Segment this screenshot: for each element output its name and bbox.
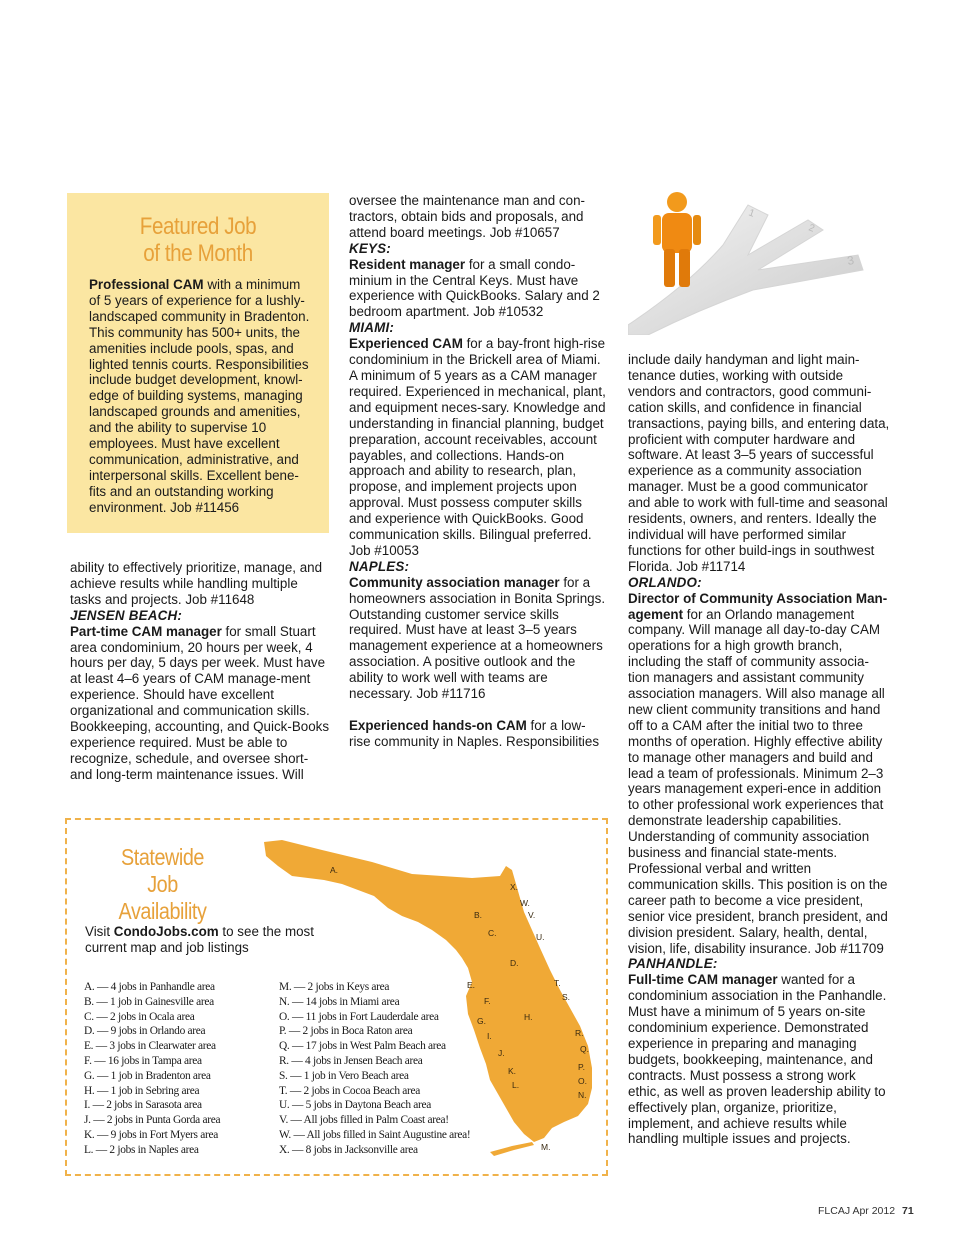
heading-keys: KEYS: (349, 240, 391, 256)
listing-keys (349, 257, 607, 321)
map-label-g: G. (477, 1016, 486, 1026)
statewide-title-line1: Statewide Job (120, 844, 204, 897)
map-label-a: A. (330, 865, 339, 875)
naples-lead: Community association manager (349, 574, 560, 590)
legend-item: S. — 1 job in Vero Beach area (279, 1069, 409, 1082)
legend-item: V. — All jobs filled in Palm Coast area! (279, 1114, 449, 1127)
legend-item: G. — 1 job in Bradenton area (84, 1069, 211, 1082)
legend-item: Q. — 17 jobs in West Palm Beach area (279, 1040, 446, 1053)
listing-jensen-beach (70, 624, 332, 783)
featured-lead: Professional CAM (89, 277, 204, 292)
col1-continuation: ability to effectively prioritize, manage, and achieve results while handling multiple tasks and projects. Job #11648 (70, 560, 323, 607)
map-label-c: C. (488, 928, 497, 938)
condojobs-link: CondoJobs.com (113, 924, 219, 939)
column-1 (70, 560, 332, 783)
map-label-d: D. (510, 958, 519, 968)
naples-text: for a homeowners association in Bonita Springs. Outstanding customer service skills required. Must have at least 3–5 years management experience at a homeowners association. A positive outlook and the ability to work well with teams are necessary. Job #11716 (349, 574, 606, 702)
heading-panhandle: PANHANDLE: (628, 956, 718, 972)
heading-miami: MIAMI: (349, 320, 395, 336)
legend-item: I. — 2 jobs in Sarasota area (84, 1099, 202, 1112)
visit-pre: Visit (85, 924, 114, 939)
page-footer (818, 1205, 914, 1217)
florida-shape (264, 840, 592, 1142)
issue-date: Apr 2012 (852, 1205, 896, 1217)
legend-item: K. — 9 jobs in Fort Myers area (84, 1128, 218, 1141)
map-label-o: O. (578, 1076, 587, 1086)
map-label-n: N. (578, 1090, 587, 1100)
jensen-lead: Part-time CAM manager (70, 623, 222, 639)
map-label-j: J. (498, 1048, 505, 1058)
legend-item: M. — 2 jobs in Keys area (279, 981, 390, 993)
legend-item: H. — 1 job in Sebring area (84, 1084, 200, 1097)
map-label-v: V. (528, 910, 536, 920)
statewide-title (109, 844, 217, 925)
legend-item: C. — 2 jobs in Ocala area (84, 1010, 195, 1023)
map-label-u: U. (536, 932, 545, 942)
legend-item: T. — 2 jobs in Cocoa Beach area (279, 1084, 421, 1097)
featured-title (85, 213, 310, 267)
visit-post: to see the most current map and job listings (85, 924, 314, 955)
legend-item: A. — 4 jobs in Panhandle area (84, 981, 215, 993)
legend-item: B. — 1 job in Gainesville area (84, 995, 214, 1008)
col3-continuation: include daily handyman and light main-tenance duties, working with outside vendors and contractors, good communi-cation skills, and confidence in financial transactions, paying bills, and entering data, proficient with computer hardware and software. At least 3–5 years of successful experience as a community association manager. Must be a good communicator and able to work with full-time and seasonal residents, owners, and renters. Ideally the individual will have performed similar functions for other build-ings in southwest Florida. Job #11714 (628, 352, 890, 574)
heading-jensen-beach: JENSEN BEACH: (70, 607, 182, 623)
keys-text: for a small condo-minium in the Central Keys. Must have experience with QuickBooks. Salary and 2 bedroom apartment. Job #10532 (349, 256, 600, 320)
featured-title-line1: Featured Job (139, 213, 257, 240)
legend-item: L. — 2 jobs in Naples area (84, 1143, 199, 1156)
featured-body (89, 277, 314, 516)
panhandle-lead: Full-time CAM manager (628, 972, 778, 988)
legend-item: N. — 14 jobs in Miami area (279, 995, 400, 1008)
map-label-m: M. (541, 1142, 551, 1152)
map-label-p: P. (578, 1062, 585, 1072)
heading-naples: NAPLES: (349, 558, 410, 574)
heading-orlando: ORLANDO: (628, 574, 702, 590)
listing-naples (349, 575, 607, 702)
map-label-b: B. (474, 910, 483, 920)
magazine-name: FLCAJ (818, 1205, 851, 1217)
panhandle-text: wanted for a condominium association in the Panhandle. Must have a minimum of 5 years on-site condominium experience. Demonstrated experience in preparing and managing budgets, bookkeeping, maintenance, and contracts. Must possess a strong work ethic, as well as proven leadership ability to effectively plan, organize, prioritize, implement, and achieve results while handling multiple issues and projects. (628, 972, 887, 1147)
jensen-text: for small Stuart area condominium, 20 hours per week, 4 hours per day, 5 days per week. Must have at least 4–6 years of CAM manage-ment experience. Should have excellent organizational and communication skills. Bookkeeping, accounting, and Quick-Books experience required. Must be able to recognize, schedule, and oversee short- and long-term maintenance issues. Will (70, 623, 330, 782)
map-label-l: L. (512, 1080, 520, 1090)
listing-panhandle (628, 972, 890, 1147)
arrow-number-2: 2 (806, 222, 816, 235)
legend-item: W. — All jobs filled in Saint Augustine area! (279, 1128, 471, 1141)
column-2 (349, 193, 607, 750)
map-label-f: F. (484, 996, 491, 1006)
keys-lead: Resident manager (349, 256, 466, 272)
naples2-text: for a low-rise community in Naples. Responsibilities (349, 718, 600, 749)
legend-item: D. — 9 jobs in Orlando area (84, 1025, 206, 1038)
featured-text: with a minimum of 5 years of experience for a lushly-landscaped community in Bradenton. This community has 500+ units, the amenities include pools, spas, and lighted tennis courts. Responsibilities include budget development, knowl-edge of building systems, managing landscaped grounds and amenities, and the ability to supervise 10 employees. Must have excellent communication, administrative, and interpersonal skills. Excellent bene-fits and an outstanding working environment. Job #11456 (89, 277, 310, 515)
featured-title-line2: of the Month (143, 240, 253, 267)
map-label-i: I. (487, 1031, 492, 1041)
column-3 (628, 352, 890, 1147)
map-label-r: R. (575, 1028, 584, 1038)
statewide-title-line2: Availability (118, 898, 207, 924)
miami-lead: Experienced CAM (349, 336, 463, 352)
orange-person-figure (653, 192, 701, 287)
map-label-h: H. (524, 1012, 533, 1022)
map-label-k: K. (508, 1066, 517, 1076)
col2-continuation: oversee the maintenance man and con-tractors, obtain bids and proposals, and attend board meetings. Job #10657 (349, 193, 585, 240)
miami-text: for a bay-front high-rise condominium in the Brickell area of Miami. A minimum of 5 years as a CAM manager required. Experienced in mechanical, plant, and equipment neces-sary. Knowledge and understanding in financial planning, budget preparation, account receivables, account payables, and collections. Hands-on approach and ability to research, plan, propose, and implement projects upon approval. Must possess computer skills and experience with QuickBooks. Good communication skills. Bilingual preferred. Job #10053 (349, 336, 606, 558)
naples2-lead: Experienced hands-on CAM (349, 718, 527, 733)
arrow-number-3: 3 (846, 253, 856, 268)
legend-item: J. — 2 jobs in Punta Gorda area (84, 1114, 221, 1127)
map-label-w: W. (520, 898, 530, 908)
person-at-crossroads-arrows-icon (628, 185, 890, 335)
orlando-lead: Director of Community Association Man-agement (628, 590, 888, 622)
legend-item: R. — 4 jobs in Jensen Beach area (279, 1054, 423, 1067)
page-number: 71 (901, 1205, 914, 1217)
legend-item: E. — 3 jobs in Clearwater area (84, 1040, 216, 1053)
legend-item: O. — 11 jobs in Fort Lauderdale area (279, 1010, 439, 1023)
legend-left (84, 980, 220, 1158)
florida-map (262, 836, 608, 1161)
florida-keys-shape (490, 1142, 534, 1156)
listing-orlando (628, 591, 890, 957)
legend-item: P. — 2 jobs in Boca Raton area (279, 1025, 413, 1038)
legend-item: F. — 16 jobs in Tampa area (84, 1054, 202, 1067)
legend-item: X. — 8 jobs in Jacksonville area (279, 1143, 418, 1156)
listing-naples-2 (349, 718, 607, 750)
map-label-x: X. (510, 882, 519, 892)
map-label-t: T. (554, 978, 561, 988)
legend-item: U. — 5 jobs in Daytona Beach area (279, 1099, 432, 1112)
featured-job-box (67, 193, 329, 533)
arrow-number-1: 1 (746, 207, 756, 220)
map-label-s: S. (562, 992, 571, 1002)
listing-miami (349, 336, 607, 559)
orlando-text: for an Orlando management company. Will manage all day-to-day CAM operations for a high growth branch, including the staff of community associa-tion managers and assistant community association managers. Will also manage all new client community transitions and hand off to a CAM after the initial two to three months of operation. Highly effective ability to manage other managers and build and lead a team of professionals. Minimum 2–3 years management experi-ence in addition to other professional work experiences that demonstrate leadership capabilities. Understanding of community association business and financial state-ments. Professional verbal and written communication skills. This position is on the career path to become a vice president, senior vice president, branch president, and division president. Salary, health, dental, vision, life, disability insurance. Job #11709 (628, 606, 888, 956)
map-label-q: Q. (580, 1044, 589, 1054)
map-label-e: E. (467, 980, 476, 990)
